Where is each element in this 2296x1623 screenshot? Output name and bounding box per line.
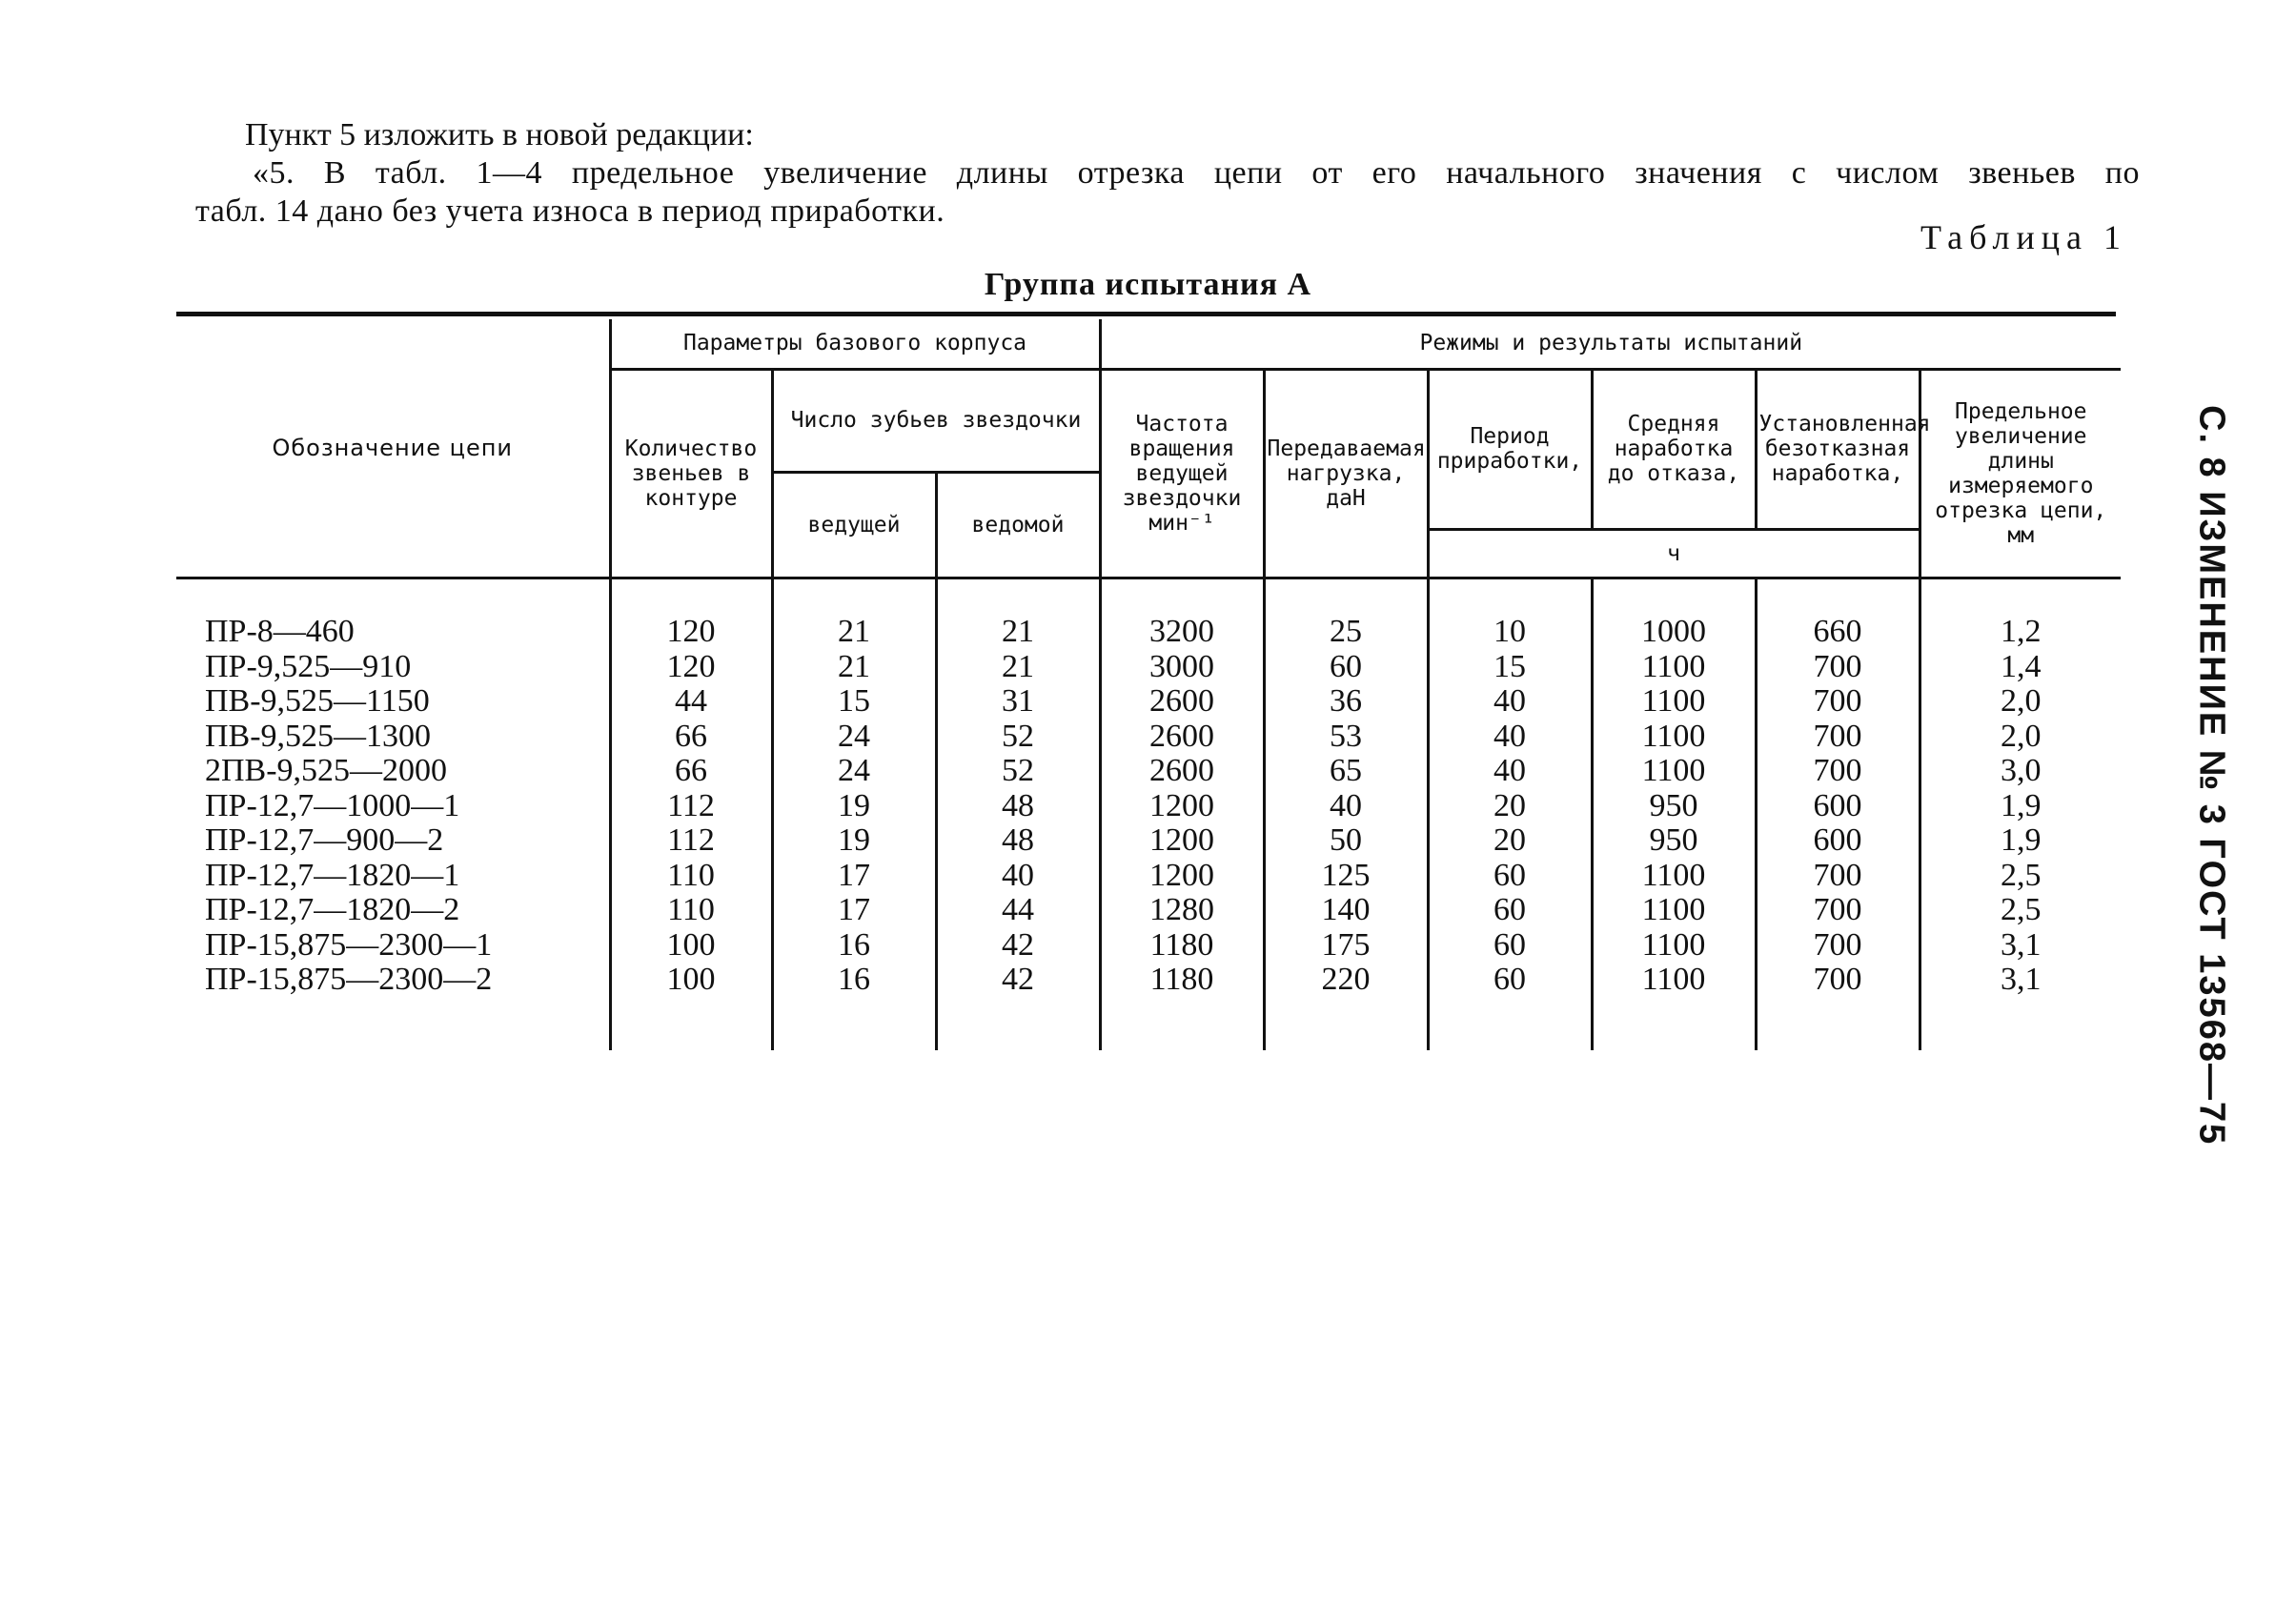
header-teeth-driven: ведомой [936,472,1100,577]
cell-chain: ПР-15,875—2300—1 [205,926,493,963]
cell-set-time: 700 [1756,893,1920,928]
intro-line-1: Пункт 5 изложить в новой редакции: [245,117,754,152]
cell-links: 110 [610,893,772,928]
cell-running-in: 20 [1428,823,1592,859]
cell-rotation: 1200 [1100,859,1264,894]
cell-elongation: 1,9 [1920,823,2121,859]
cell-links: 112 [610,789,772,824]
table-spacer-row [176,577,2121,615]
cell-load: 60 [1264,650,1428,685]
cell-teeth-driven: 21 [936,615,1100,650]
cell-set-time: 700 [1756,754,1920,789]
header-elongation: Предельное увеличение длины измеряемого отрезка цепи, мм [1920,369,2121,577]
cell-running-in: 40 [1428,754,1592,789]
header-rotation [1100,369,1264,577]
cell-load: 220 [1264,963,1428,998]
header-base-params: Параметры базового корпуса [610,319,1100,369]
cell-teeth-drive: 24 [772,720,936,755]
cell-rotation: 1280 [1100,893,1264,928]
table-bottom-spacer [176,998,2121,1050]
cell-teeth-driven: 40 [936,859,1100,894]
cell-teeth-driven: 48 [936,789,1100,824]
table-row [176,823,2121,859]
cell-mean-time: 1100 [1592,720,1756,755]
cell-links: 110 [610,859,772,894]
intro-text [195,116,2140,231]
header-teeth: Число зубьев звездочки [772,369,1100,472]
header-set-time: Установленная безотказная наработка, [1756,369,1920,529]
side-margin-text [2164,405,2259,1146]
cell-load: 140 [1264,893,1428,928]
cell-teeth-driven: 31 [936,684,1100,720]
cell-teeth-drive: 16 [772,963,936,998]
cell-links: 66 [610,754,772,789]
cell-mean-time: 1100 [1592,684,1756,720]
cell-chain: ПР-9,525—910 [205,648,412,684]
table-row [176,928,2121,964]
header-rotation-label: Частота вращения ведущей звездочки [1122,411,1242,511]
cell-teeth-driven: 48 [936,823,1100,859]
cell-teeth-drive: 24 [772,754,936,789]
cell-mean-time: 1100 [1592,859,1756,894]
header-mean-time: Средняя наработка до отказа, [1592,369,1756,529]
cell-running-in: 20 [1428,789,1592,824]
header-load: Передаваемая нагрузка, даН [1264,369,1428,577]
table-row [176,650,2121,685]
cell-elongation: 1,4 [1920,650,2121,685]
cell-load: 36 [1264,684,1428,720]
cell-mean-time: 1100 [1592,754,1756,789]
table-top-rule [176,312,2116,316]
cell-teeth-driven: 52 [936,720,1100,755]
cell-running-in: 15 [1428,650,1592,685]
cell-set-time: 700 [1756,720,1920,755]
header-bottom-rule [176,577,2121,579]
table-row [176,684,2121,720]
cell-chain: ПР-15,875—2300—2 [205,962,493,997]
intro-line-3: табл. 14 дано без учета износа в период приработки. [195,193,945,229]
cell-load: 25 [1264,615,1428,650]
header-rotation-unit: мин⁻¹ [1148,510,1215,536]
cell-teeth-drive: 15 [772,684,936,720]
cell-chain: 2ПВ-9,525—2000 [205,753,448,788]
cell-set-time: 700 [1756,928,1920,964]
cell-links: 120 [610,615,772,650]
cell-mean-time: 1100 [1592,963,1756,998]
cell-running-in: 60 [1428,893,1592,928]
cell-elongation: 1,9 [1920,789,2121,824]
cell-links: 44 [610,684,772,720]
cell-links: 100 [610,928,772,964]
table-body [176,577,2121,1050]
intro-line-2: «5. В табл. 1—4 предельное увеличение длины отрезка цепи от его начального значения с числом звеньев по [253,155,2140,191]
cell-links: 112 [610,823,772,859]
cell-load: 125 [1264,859,1428,894]
cell-elongation: 3,1 [1920,928,2121,964]
cell-links: 120 [610,650,772,685]
cell-teeth-driven: 44 [936,893,1100,928]
cell-chain: ПВ-9,525—1150 [205,683,430,719]
header-links-count: Количество звеньев в контуре [610,369,772,577]
header-chain: Обозначение цепи [272,435,514,461]
cell-chain: ПР-12,7—900—2 [205,822,444,858]
table-row [176,720,2121,755]
cell-elongation: 2,0 [1920,720,2121,755]
cell-set-time: 700 [1756,650,1920,685]
cell-running-in: 60 [1428,963,1592,998]
header-teeth-drive: ведущей [772,472,936,577]
cell-chain: ПР-8—460 [205,614,355,649]
side-text-label: С. 8 ИЗМЕНЕНИЕ № 3 ГОСТ 13568—75 [2191,405,2232,1146]
cell-chain: ПР-12,7—1000—1 [205,787,460,823]
cell-running-in: 40 [1428,720,1592,755]
cell-rotation: 2600 [1100,754,1264,789]
cell-load: 40 [1264,789,1428,824]
cell-elongation: 2,5 [1920,859,2121,894]
cell-running-in: 60 [1428,859,1592,894]
cell-elongation: 1,2 [1920,615,2121,650]
cell-mean-time: 1100 [1592,928,1756,964]
cell-chain: ПВ-9,525—1300 [205,718,432,754]
cell-rotation: 3000 [1100,650,1264,685]
cell-teeth-driven: 21 [936,650,1100,685]
table-row [176,859,2121,894]
cell-set-time: 660 [1756,615,1920,650]
cell-running-in: 40 [1428,684,1592,720]
cell-rotation: 1200 [1100,789,1264,824]
table-row [176,789,2121,824]
cell-load: 65 [1264,754,1428,789]
table-row [176,893,2121,928]
table-number-label: Таблица 1 [1920,218,2127,256]
cell-mean-time: 1100 [1592,650,1756,685]
cell-elongation: 3,1 [1920,963,2121,998]
header-hours-unit: ч [1428,529,1920,577]
cell-mean-time: 1100 [1592,893,1756,928]
cell-elongation: 2,5 [1920,893,2121,928]
table-row [176,754,2121,789]
cell-teeth-drive: 21 [772,650,936,685]
table-row [176,615,2121,650]
cell-elongation: 3,0 [1920,754,2121,789]
cell-teeth-drive: 19 [772,823,936,859]
cell-teeth-driven: 42 [936,963,1100,998]
cell-load: 175 [1264,928,1428,964]
header-running-in: Период приработки, [1428,369,1592,529]
cell-running-in: 10 [1428,615,1592,650]
cell-set-time: 700 [1756,859,1920,894]
table-header [176,319,2121,577]
cell-teeth-drive: 21 [772,615,936,650]
cell-set-time: 600 [1756,823,1920,859]
cell-rotation: 3200 [1100,615,1264,650]
cell-rotation: 1200 [1100,823,1264,859]
cell-teeth-drive: 16 [772,928,936,964]
cell-load: 50 [1264,823,1428,859]
cell-links: 100 [610,963,772,998]
cell-set-time: 700 [1756,684,1920,720]
cell-mean-time: 950 [1592,823,1756,859]
group-title: Группа испытания А [984,267,1312,302]
cell-set-time: 600 [1756,789,1920,824]
cell-rotation: 2600 [1100,720,1264,755]
cell-teeth-driven: 52 [936,754,1100,789]
cell-set-time: 700 [1756,963,1920,998]
cell-teeth-drive: 17 [772,859,936,894]
cell-teeth-drive: 17 [772,893,936,928]
cell-mean-time: 1000 [1592,615,1756,650]
cell-running-in: 60 [1428,928,1592,964]
cell-links: 66 [610,720,772,755]
test-results-table [176,319,2121,1050]
cell-chain: ПР-12,7—1820—2 [205,892,460,927]
cell-rotation: 2600 [1100,684,1264,720]
cell-rotation: 1180 [1100,928,1264,964]
cell-chain: ПР-12,7—1820—1 [205,857,460,893]
table-row [176,963,2121,998]
cell-mean-time: 950 [1592,789,1756,824]
cell-teeth-drive: 19 [772,789,936,824]
cell-load: 53 [1264,720,1428,755]
cell-elongation: 2,0 [1920,684,2121,720]
cell-teeth-driven: 42 [936,928,1100,964]
cell-rotation: 1180 [1100,963,1264,998]
header-modes-results: Режимы и результаты испытаний [1100,319,2121,369]
